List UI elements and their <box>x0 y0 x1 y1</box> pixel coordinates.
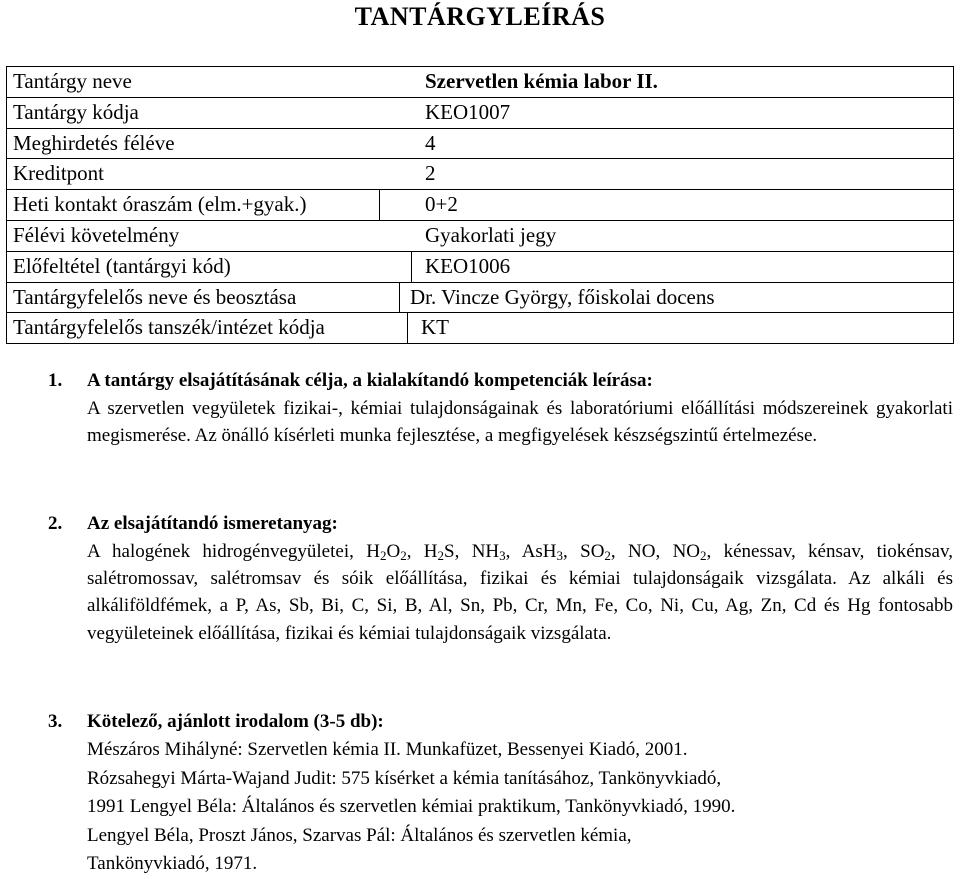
row-label: Tantárgyfelelős tanszék/intézet kódja <box>13 315 325 340</box>
row-value: KEO1006 <box>425 253 511 278</box>
table-row <box>7 67 953 98</box>
row-value: Dr. Vincze György, főiskolai docens <box>410 284 715 309</box>
reference-line: Lengyel Béla, Proszt János, Szarvas Pál: Általános és szervetlen kémia, <box>87 824 632 846</box>
column-divider <box>411 252 412 282</box>
formula-no2: $NO_2$ <box>672 541 707 563</box>
row-value: KT <box>421 315 449 340</box>
row-value: Gyakorlati jegy <box>425 222 557 247</box>
row-value: 4 <box>425 130 436 155</box>
section-text: A szervetlen vegyületek fizikai-, kémiai tulajdonságainak és laboratóriumi előállítási módszereinek gyakorlati megismerése. Az önálló kísérleti munka fejlesztése, a megfigyelések készségszintű értelmezése. <box>87 398 953 447</box>
section-curriculum <box>48 509 953 647</box>
formula-nh3: $NH_3$ <box>471 541 506 563</box>
section-heading <box>48 509 953 538</box>
table-row <box>7 313 953 343</box>
section-heading <box>48 366 953 395</box>
row-label: Meghirdetés féléve <box>13 130 175 155</box>
formula-h2o2: $H_2O_2$ <box>366 541 407 563</box>
section-number: 3. <box>48 711 63 732</box>
table-row <box>7 159 953 190</box>
column-divider <box>399 283 400 313</box>
page-title: TANTÁRGYLEÍRÁS <box>354 2 606 31</box>
table-row <box>7 190 953 221</box>
section-objectives <box>48 366 953 449</box>
course-info-table <box>6 66 954 344</box>
row-label: Félévi követelmény <box>13 222 180 247</box>
section-title: Kötelező, ajánlott irodalom (3-5 db): <box>87 711 384 732</box>
row-label: Tantárgyfelelős neve és beosztása <box>13 284 297 309</box>
section-number: 1. <box>48 370 63 391</box>
row-value: 2 <box>425 161 436 186</box>
table-row <box>7 221 953 252</box>
section-title: Az elsajátítandó ismeretanyag: <box>87 513 338 534</box>
table-row <box>7 252 953 283</box>
section-title: A tantárgy elsajátításának célja, a kialakítandó kompetenciák leírása: <box>87 370 653 391</box>
reference-line: Tankönyvkiadó, 1971. <box>87 853 258 874</box>
row-label: Kreditpont <box>13 161 104 186</box>
section-literature <box>48 707 953 879</box>
row-label: Tantárgy kódja <box>13 99 139 124</box>
reference-line: 1991 Lengyel Béla: Általános és szervetlen kémiai praktikum, Tankönyvkiadó, 1990. <box>87 796 736 817</box>
section-text: A halogének hidrogénvegyületei, $H_2O_2$, $H_2S$, $NH_3$, AsH$_3$, $SO_2$, NO, $NO_2$, kénessav, kénsav, tiokénsav, salétromossav, salétromsav és sóik előállítása, fizikai és kémiai tulajdonságaik vizsgálata. Az alkáli és alkáliföldfémek, a P, As, Sb, Bi, C, Si, B, Al, Sn, Pb, Cr, Mn, Fe, Co, Ni, Cu, Ag, Zn, Cd és Hg fontosabb vegyületeinek előállítása, fizikai és kémiai tulajdonságaik vizsgálata. <box>87 541 954 644</box>
intro-text: A halogének hidrogénvegyületei, <box>87 541 354 562</box>
formula-no: NO <box>628 541 656 562</box>
section-heading <box>48 707 953 736</box>
row-value: Szervetlen kémia labor II. <box>425 69 658 93</box>
row-label: Előfeltétel (tantárgyi kód) <box>13 253 231 278</box>
reference-line: Mészáros Mihályné: Szervetlen kémia II. Munkafüzet, Bessenyei Kiadó, 2001. <box>87 739 688 760</box>
row-label: Heti kontakt óraszám (elm.+gyak.) <box>13 192 307 217</box>
section-number: 2. <box>48 513 63 534</box>
formula-ash3: AsH$_3$ <box>521 541 564 563</box>
rest-text: kénessav, kénsav, tiokénsav, salétromossav, salétromsav és sóik előállítása, fizikai és kémiai tulajdonságaik vizsgálata. Az alkáli és alkáliföldfémek, a P, As, Sb, Bi, C, Si, B, Al, Sn, Pb, Cr, Mn, Fe, Co, Ni, Cu, Ag, Zn, Cd és Hg fontosabb vegyületeinek előállítása, fizikai és kémiai tulajdonságaik vizsgálata. <box>87 541 954 644</box>
column-divider <box>379 190 380 220</box>
formula-h2s: $H_2S$ <box>423 541 455 563</box>
row-label: Tantárgy neve <box>13 69 132 93</box>
row-value: 0+2 <box>425 192 458 217</box>
table-row <box>7 283 953 314</box>
table-row <box>7 98 953 129</box>
column-divider <box>407 313 408 343</box>
reference-line: Rózsahegyi Márta-Wajand Judit: 575 kísérket a kémia tanításához, Tankönyvkiadó, <box>87 767 722 789</box>
formula-so2: $SO_2$ <box>580 541 611 563</box>
table-row <box>7 129 953 160</box>
row-value: KEO1007 <box>425 99 511 124</box>
